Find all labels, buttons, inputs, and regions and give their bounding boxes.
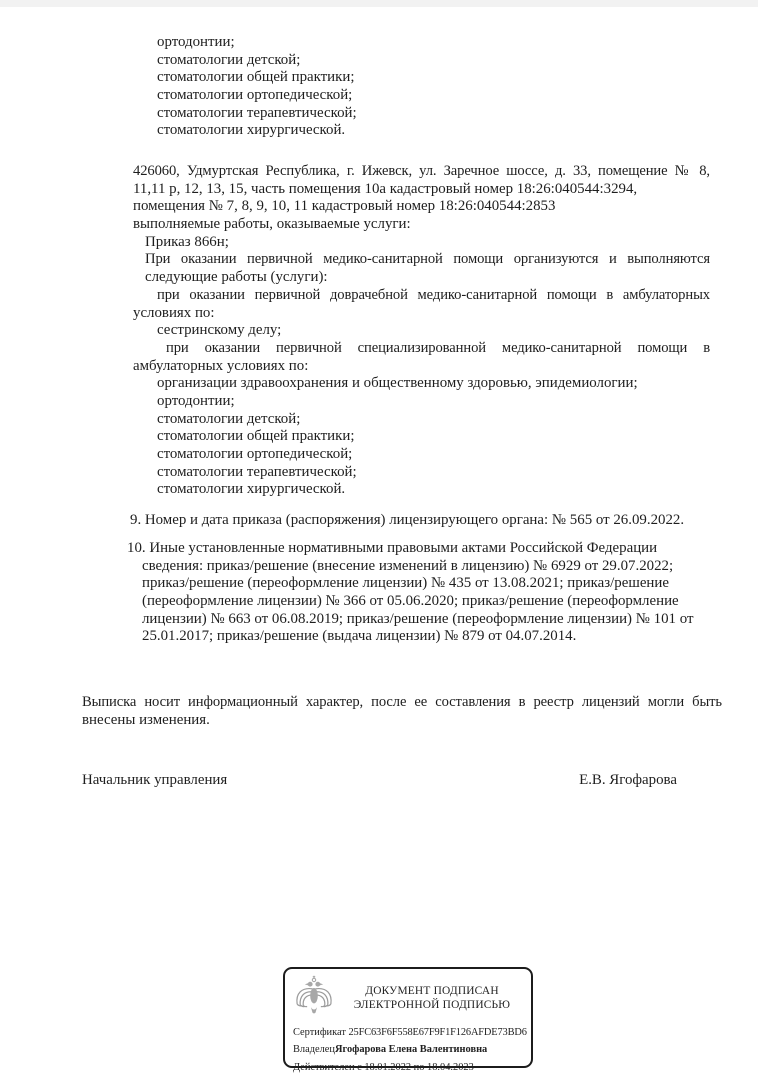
text-line: 11,11 р, 12, 13, 15, часть помещения 10а кадастровый номер 18:26:040544:3294,	[133, 180, 638, 197]
text-line: сестринскому делу;	[157, 322, 282, 339]
text-line: стоматологии общей практики;	[157, 69, 355, 86]
owner-label: Владелец	[293, 1044, 335, 1056]
text-line: стоматологии терапевтической;	[157, 104, 357, 121]
text-line: ортодонтии;	[157, 34, 235, 50]
text-line: сведения: приказ/решение (внесение изменений в лицензию) № 6929 от 29.07.2022;	[142, 557, 674, 574]
roszdravnadzor-emblem-icon	[291, 973, 337, 1023]
text-line: 9. Номер и дата приказа (распоряжения) лицензирующего органа: № 565 от 26.09.2022.	[130, 512, 685, 528]
stamp-header	[285, 969, 531, 1023]
stamp-details	[285, 1023, 531, 1076]
item-9-order-number	[130, 512, 730, 530]
certificate-value: 25FC63F6F558E67F9F1F126AFDE73BD6	[348, 1027, 527, 1038]
text-line: стоматологии терапевтической;	[157, 463, 357, 480]
certificate-line	[293, 1024, 531, 1041]
stamp-title-line1: ДОКУМЕНТ ПОДПИСАН	[365, 984, 499, 997]
text-line: следующие работы (услуги):	[145, 269, 328, 286]
text-line: стоматологии хирургической.	[157, 122, 346, 139]
services-list-top	[157, 34, 717, 140]
text-line: При оказании первичной медико-санитарной помощи организуются и выполняются	[145, 251, 710, 268]
informational-note	[82, 694, 722, 729]
text-line: при оказании первичной доврачебной медико-санитарной помощи в амбулаторных	[157, 286, 710, 303]
page-top-edge	[0, 0, 758, 7]
signature-row	[82, 772, 677, 790]
digital-signature-stamp	[283, 967, 533, 1073]
text-line: приказ/решение (переоформление лицензии) № 435 от 13.08.2021; приказ/решение	[142, 575, 669, 592]
stamp-title	[337, 984, 527, 1013]
text-line: помещения № 7, 8, 9, 10, 11 кадастровый номер 18:26:040544:2853	[133, 198, 556, 215]
text-line: Приказ 866н;	[145, 233, 229, 250]
owner-line	[293, 1041, 531, 1058]
text-line: стоматологии хирургической.	[157, 481, 346, 498]
owner-name: Ягофарова Елена Валентиновна	[334, 1044, 488, 1056]
text-line: условиях по:	[133, 304, 215, 321]
text-line: 426060, Удмуртская Республика, г. Ижевск, ул. Заречное шоссе, д. 33, помещение № 8,	[133, 163, 710, 179]
text-line: лицензии) № 663 от 06.08.2019; приказ/решение (переоформление лицензии) № 101 от	[142, 610, 694, 627]
stamp-title-line2: ЭЛЕКТРОННОЙ ПОДПИСЬЮ	[353, 999, 511, 1011]
text-line: (переоформление лицензии) № 366 от 05.06.2020; приказ/решение (переоформление	[142, 593, 679, 610]
text-line: амбулаторных условиях по:	[133, 357, 309, 374]
certificate-label: Сертификат	[293, 1027, 346, 1038]
text-line: 25.01.2017; приказ/решение (выдача лицензии) № 879 от 04.07.2014.	[142, 628, 577, 645]
text-line: стоматологии общей практики;	[157, 428, 355, 445]
text-line: стоматологии ортопедической;	[157, 87, 353, 104]
item-10-other-info	[127, 540, 733, 646]
signature-name: Е.В. Ягофарова	[579, 772, 677, 788]
text-line: Выписка носит информационный характер, после ее составления в реестр лицензий могли быть	[82, 694, 722, 710]
text-line: внесены изменения.	[82, 711, 210, 728]
text-line: 10. Иные установленные нормативными правовыми актами Российской Федерации	[127, 540, 658, 556]
text-line: ортодонтии;	[157, 392, 235, 409]
signature-title: Начальник управления	[82, 772, 228, 788]
text-line: выполняемые работы, оказываемые услуги:	[133, 216, 411, 233]
text-line: стоматологии детской;	[157, 51, 301, 68]
text-line: стоматологии детской;	[157, 410, 301, 427]
text-line: организации здравоохранения и общественному здоровью, эпидемиологии;	[157, 375, 638, 392]
validity-line: Действителен с 18.01.2022 по 18.04.2023	[293, 1061, 474, 1073]
text-line: стоматологии ортопедической;	[157, 446, 353, 462]
address-and-works-paragraph	[133, 163, 710, 499]
text-line: при оказании первичной специализированной медико-санитарной помощи в	[166, 339, 710, 356]
